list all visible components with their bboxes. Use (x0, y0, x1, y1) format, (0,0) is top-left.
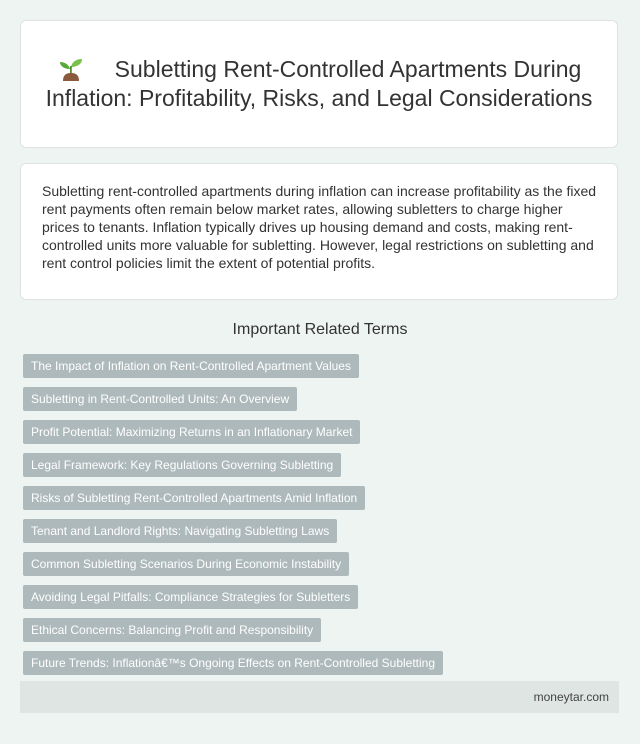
intro-card (20, 163, 618, 300)
related-term-tag[interactable]: Risks of Subletting Rent-Controlled Apartments Amid Inflation (23, 486, 365, 510)
related-term-tag[interactable]: Future Trends: Inflationâ€™s Ongoing Effects on Rent-Controlled Subletting (23, 651, 443, 675)
related-term-tag[interactable]: Legal Framework: Key Regulations Governing Subletting (23, 453, 341, 477)
related-term-tag[interactable]: Profit Potential: Maximizing Returns in an Inflationary Market (23, 420, 360, 444)
related-term-tag[interactable]: Subletting in Rent-Controlled Units: An Overview (23, 387, 297, 411)
intro-paragraph: Subletting rent-controlled apartments during inflation can increase profitability as the fixed rent payments often remain below market rates, allowing subletters to charge higher prices to tenants. Inflation typically drives up housing demand and costs, making rent-controlled units more valuable for subletting. However, legal restrictions on subletting and rent control policies limit the extent of potential profits. (42, 183, 597, 271)
page-title-text: Subletting Rent-Controlled Apartments During Inflation: Profitability, Risks, and Legal Considerations (45, 56, 593, 111)
sprout-icon (57, 55, 85, 81)
related-term-tag[interactable]: Tenant and Landlord Rights: Navigating Subletting Laws (23, 519, 337, 543)
page-title (45, 55, 593, 113)
related-terms-heading: Important Related Terms (232, 321, 408, 338)
related-term-tag[interactable]: Common Subletting Scenarios During Economic Instability (23, 552, 349, 576)
related-terms-list (23, 354, 443, 684)
related-term-tag[interactable]: Avoiding Legal Pitfalls: Compliance Strategies for Subletters (23, 585, 358, 609)
title-card (20, 20, 618, 148)
footer-bar (20, 681, 619, 713)
footer-site-name: moneytar.com (533, 690, 609, 704)
related-term-tag[interactable]: The Impact of Inflation on Rent-Controlled Apartment Values (23, 354, 359, 378)
related-term-tag[interactable]: Ethical Concerns: Balancing Profit and Responsibility (23, 618, 321, 642)
